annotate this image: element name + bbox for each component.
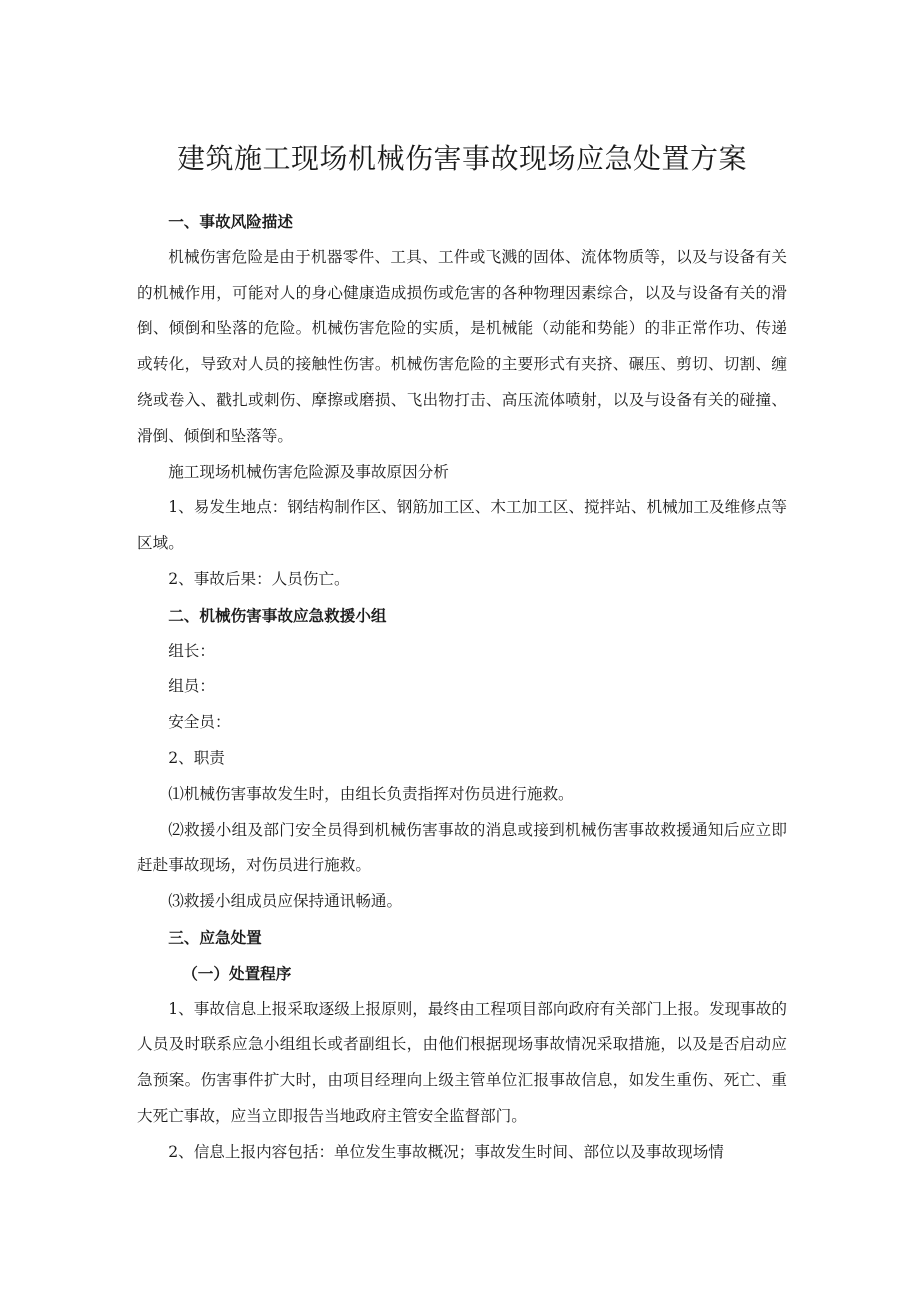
paragraph-duty-2: ⑵救援小组及部门安全员得到机械伤害事故的消息或接到机械伤害事故救援通知后应立即赶赴事故现场，对伤员进行施救。: [137, 820, 787, 875]
paragraph-hazard-analysis: 施工现场机械伤害危险源及事故原因分析: [168, 462, 449, 481]
paragraph-procedure-2: 2、信息上报内容包括：单位发生事故概况；事故发生时间、部位以及事故现场情: [168, 1142, 724, 1161]
paragraph-safety-officer: 安全员：: [168, 713, 231, 732]
document-page: [137, 136, 787, 1171]
section-heading-2: 二、机械伤害事故应急救援小组: [168, 605, 387, 625]
section-heading-3: 三、应急处置: [168, 927, 262, 947]
paragraph-procedure-1: 1、事故信息上报采取逐级上报原则，最终由工程项目部向政府有关部门上报。发现事故的人员及时联系应急小组组长或者副组长，由他们根据现场事故情况采取措施，以及是否启动应急预案。伤害事件扩大时，由项目经理向上级主管单位汇报事故信息，如发生重伤、死亡、重大死亡事故，应当立即报告当地政府主管安全监督部门。: [137, 999, 787, 1125]
paragraph-consequence: 2、事故后果：人员伤亡。: [168, 569, 350, 588]
paragraph-members: 组员：: [168, 677, 215, 696]
paragraph-duties: 2、职责: [168, 748, 225, 767]
section-heading-1: 一、事故风险描述: [168, 212, 293, 231]
paragraph-leader: 组长：: [168, 641, 215, 660]
paragraph-location: 1、易发生地点：钢结构制作区、钢筋加工区、木工加工区、搅拌站、机械加工及维修点等区域。: [137, 498, 787, 553]
paragraph-duty-3: ⑶救援小组成员应保持通讯畅通。: [168, 892, 403, 911]
paragraph-duty-1: ⑴机械伤害事故发生时，由组长负责指挥对伤员进行施救。: [168, 784, 574, 803]
document-title: 建筑施工现场机械伤害事故现场应急处置方案: [176, 142, 747, 175]
paragraph-risk-description: 机械伤害危险是由于机器零件、工具、工件或飞溅的固体、流体物质等，以及与设备有关的机械作用，可能对人的身心健康造成损伤或危害的各种物理因素综合，以及与设备有关的滑倒、倾倒和坠落的危险。机械伤害危险的实质，是机械能（动能和势能）的非正常作功、传递或转化，导致对人员的接触性伤害。机械伤害危险的主要形式有夹挤、碾压、剪切、切割、缠绕或卷入、戳扎或刺伤、摩擦或磨损、飞出物打击、高压流体喷射，以及与设备有关的碰撞、滑倒、倾倒和坠落等。: [137, 247, 787, 445]
subsection-heading-procedure: （一）处置程序: [182, 963, 292, 983]
